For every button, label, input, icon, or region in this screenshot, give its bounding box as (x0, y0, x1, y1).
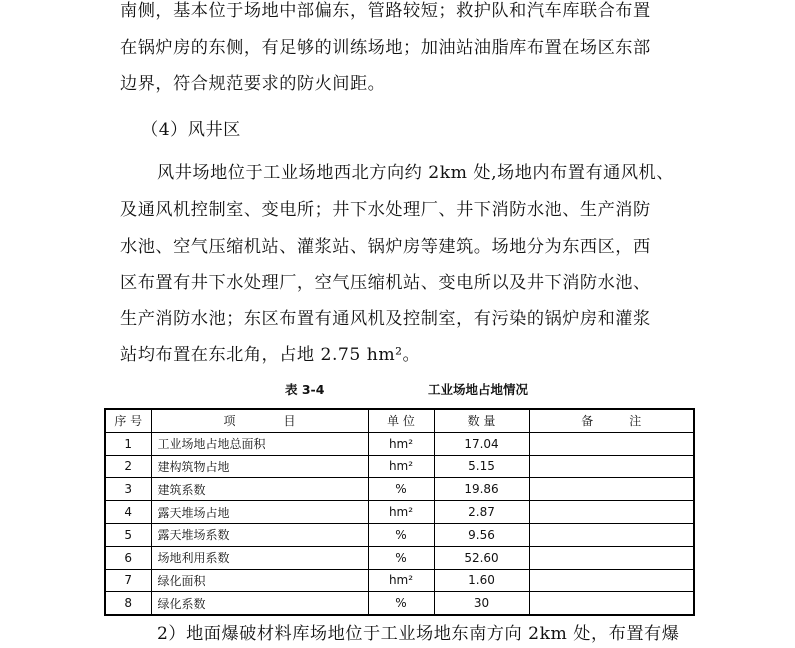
remarks-cell (529, 455, 694, 478)
quantity-cell: 1.60 (434, 569, 529, 592)
item-name: 工业场地占地总面积 (151, 432, 368, 455)
column-header: 单 位 (368, 409, 434, 432)
text-line: 水池、空气压缩机站、灌浆站、锅炉房等建筑。场地分为东西区，西 (120, 237, 651, 257)
item-name: 场地利用系数 (151, 546, 368, 569)
quantity-cell: 5.15 (434, 455, 529, 478)
item-name: 露天堆场系数 (151, 523, 368, 546)
quantity-cell: 19.86 (434, 478, 529, 501)
table-row (105, 546, 694, 569)
table-row (105, 432, 694, 455)
item-name: 绿化系数 (151, 592, 368, 615)
column-header: 序 号 (105, 409, 151, 432)
item-name: 露天堆场占地 (151, 501, 368, 524)
table-row (105, 455, 694, 478)
quantity-cell: 30 (434, 592, 529, 615)
quantity-cell: 2.87 (434, 501, 529, 524)
table-title: 工业场地占地情况 (428, 382, 529, 397)
text-line: 南侧，基本位于场地中部偏东，管路较短；救护队和汽车库联合布置 (120, 1, 651, 21)
land-use-table (104, 408, 695, 616)
unit-cell: hm² (368, 501, 434, 524)
unit-cell: % (368, 478, 434, 501)
row-number: 4 (105, 501, 151, 524)
table-row (105, 569, 694, 592)
quantity-cell: 52.60 (434, 546, 529, 569)
text-line: 风井场地位于工业场地西北方向约 2km 处,场地内布置有通风机、 (157, 163, 674, 183)
unit-cell: hm² (368, 569, 434, 592)
remarks-cell (529, 523, 694, 546)
table-header-row (105, 409, 694, 432)
remarks-cell (529, 546, 694, 569)
text-line: 及通风机控制室、变电所；井下水处理厂、井下消防水池、生产消防 (120, 200, 651, 220)
section-heading: （4）风井区 (141, 120, 241, 140)
quantity-cell: 17.04 (434, 432, 529, 455)
text-line: 在锅炉房的东侧，有足够的训练场地；加油站油脂库布置在场区东部 (120, 38, 651, 58)
unit-cell: % (368, 592, 434, 615)
text-line: 站均布置在东北角，占地 2.75 hm²。 (120, 345, 421, 365)
table-row (105, 592, 694, 615)
item-name: 建构筑物占地 (151, 455, 368, 478)
text-line: 2）地面爆破材料库场地位于工业场地东南方向 2km 处，布置有爆 (157, 624, 680, 644)
column-header: 数 量 (434, 409, 529, 432)
row-number: 2 (105, 455, 151, 478)
table-row (105, 478, 694, 501)
remarks-cell (529, 501, 694, 524)
column-header: 项 目 (151, 409, 368, 432)
table-number: 表 3-4 (285, 382, 325, 397)
table-row (105, 523, 694, 546)
remarks-cell (529, 432, 694, 455)
unit-cell: hm² (368, 455, 434, 478)
row-number: 6 (105, 546, 151, 569)
quantity-cell: 9.56 (434, 523, 529, 546)
column-header: 备 注 (529, 409, 694, 432)
text-line: 边界，符合规范要求的防火间距。 (120, 74, 386, 94)
table-row (105, 501, 694, 524)
remarks-cell (529, 592, 694, 615)
row-number: 7 (105, 569, 151, 592)
text-line: 生产消防水池；东区布置有通风机及控制室，有污染的锅炉房和灌浆 (120, 309, 651, 329)
row-number: 1 (105, 432, 151, 455)
text-line: 区布置有井下水处理厂，空气压缩机站、变电所以及井下消防水池、 (120, 273, 651, 293)
item-name: 建筑系数 (151, 478, 368, 501)
row-number: 3 (105, 478, 151, 501)
row-number: 5 (105, 523, 151, 546)
remarks-cell (529, 478, 694, 501)
unit-cell: % (368, 523, 434, 546)
unit-cell: % (368, 546, 434, 569)
item-name: 绿化面积 (151, 569, 368, 592)
remarks-cell (529, 569, 694, 592)
unit-cell: hm² (368, 432, 434, 455)
row-number: 8 (105, 592, 151, 615)
